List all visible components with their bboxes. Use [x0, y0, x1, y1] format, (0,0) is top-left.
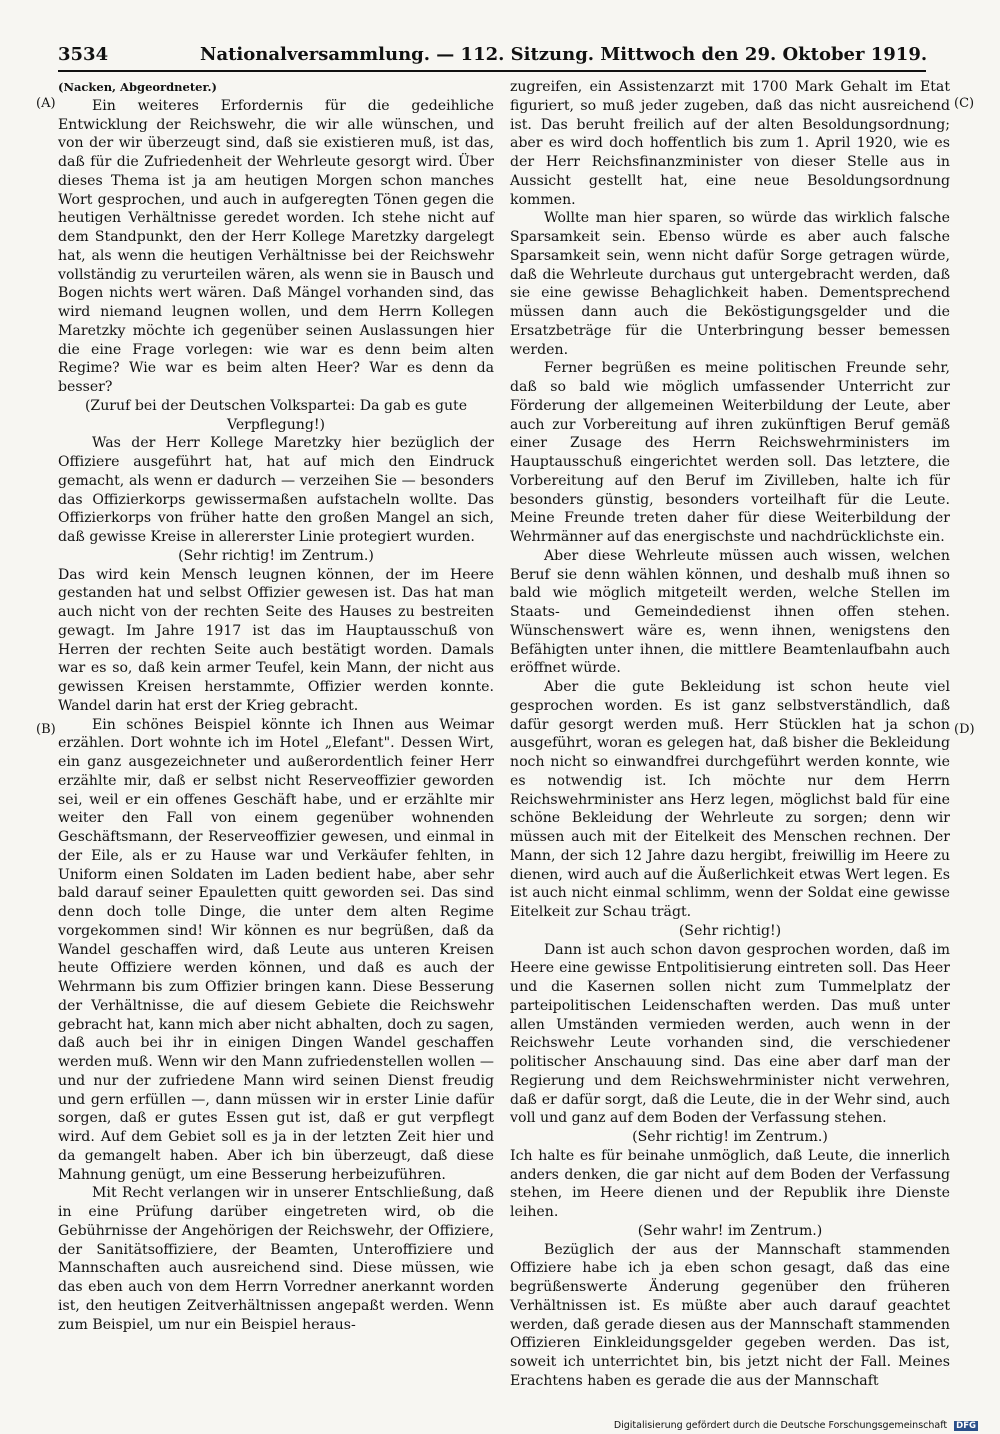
dfg-logo: DFG: [956, 1421, 976, 1431]
paragraph: Dann ist auch schon davon gesprochen worden, daß im Heere eine gewisse Entpolitisierung eintreten soll. Das Heer und die Kasernen sollen nicht zum Tummelplatz der parteipolitischen Leidenschaften werden. Das muß unter allen Umständen vermieden werden, auch wenn in der Reichswehr Leute vorhanden sind, die verschiedener politischer Anschauung sind. Das eine aber darf man der Regierung und dem Reichswehrminister nicht verwehren, daß er dafür sorgt, daß die Leute, die in der Wehr sind, auch voll und ganz auf dem Boden der Verfassung stehen.: [510, 941, 950, 1127]
right-column: [510, 78, 950, 1391]
page-number: 3534: [58, 44, 109, 65]
paragraph: Was der Herr Kollege Maretzky hier bezüglich der Offiziere ausgeführt hat, hat auf mich den Eindruck gemacht, als wenn er dadurch — verzeihen Sie — besonders das Offizierkorps gewissermaßen aufstacheln wollte. Das Offizierkorps von früher hatte den großen Mangel an sich, daß gewisse Kreise in allererster Linie protegiert wurden.: [58, 435, 494, 545]
interjection: (Zuruf bei der Deutschen Volkspartei: Da gab es gute Verpflegung!): [84, 397, 468, 433]
running-head: Nationalversammlung. — 112. Sitzung. Mittwoch den 29. Oktober 1919.: [200, 44, 928, 65]
paragraph: Wollte man hier sparen, so würde das wirklich falsche Sparsamkeit sein. Ebenso würde es aber auch falsche Sparsamkeit sein, wenn nicht dafür Sorge getragen würde, daß die Wehrleute durchaus gut untergebracht werden, daß sie eine gewisse Behaglichkeit haben. Dementsprechend müssen dann auch die Beköstigungsgelder und die Ersatzbeträge für die Unterbringung besser bemessen werden.: [510, 210, 950, 358]
paragraph: Mit Recht verlangen wir in unserer Entschließung, daß in eine Prüfung darüber eingetreten wird, ob die Gebührnisse der Angehörigen der Reichswehr, der Offiziere, der Sanitätsoffiziere, der Beamten, Unteroffiziere und Mannschaften auch ausreichend sind. Diese müssen, wie das eben auch von dem Herrn Vorredner anerkannt worden ist, den heutigen Zeitverhältnissen angepaßt werden. Wenn zum Beispiel, um nur ein Beispiel heraus-: [58, 1185, 494, 1333]
paragraph: Bezüglich der aus der Mannschaft stammenden Offiziere habe ich ja eben schon gesagt, daß das eine begrüßenswerte Änderung gegenüber den früheren Verhältnissen ist. Es müßte aber auch darauf geachtet werden, daß gerade diesen aus der Mannschaft stammenden Offizieren Einkleidungsgelder gegeben werden. Das ist, soweit ich unterrichtet bin, bis jetzt nicht der Fall. Meines Erachtens haben es gerade die aus der Mannschaft: [510, 1241, 950, 1389]
page-header: [58, 44, 926, 72]
margin-mark-a: (A): [36, 96, 56, 111]
paragraph: Aber die gute Bekleidung ist schon heute viel gesprochen worden. Es ist ganz selbstverständlich, daß dafür gesorgt werden muß. Herr Stücklen hat ja schon ausgeführt, woran es gelegen hat, daß bisher die Bekleidung noch nicht so einwandfrei durchgeführt werden konnte, wie es notwendig ist. Ich möchte nur dem Herrn Reichswehrminister ans Herz legen, möglichst bald für eine schöne Bekleidung der Wehrleute zu sorgen; denn wir müssen auch mit der Eitelkeit des Menschen rechnen. Der Mann, der sich 12 Jahre dazu hergibt, freiwillig im Heere zu dienen, wird auch auf die Äußerlichkeit etwas Wert legen. Es ist auch nicht einmal schlimm, wenn der Soldat eine gewisse Eitelkeit zur Schau trägt.: [510, 679, 950, 920]
interjection: (Sehr wahr! im Zentrum.): [637, 1222, 823, 1239]
speaker-label: (Nacken, Abgeordneter.): [58, 80, 217, 94]
interjection: (Sehr richtig!): [678, 922, 782, 939]
interjection: (Sehr richtig! im Zentrum.): [178, 547, 374, 564]
margin-mark-b: (B): [36, 722, 56, 737]
paragraph: Das wird kein Mensch leugnen können, der im Heere gestanden hat und selbst Offizier gewesen ist. Das hat man auch nicht von der rechten Seite des Hauses zu bestreiten gewagt. Im Jahre 1917 ist das im Hauptausschuß von Herren der rechten Seite auch bestätigt worden. Damals war es so, daß kein armer Teufel, kein Mann, der nicht aus gewissen Kreisen herstammte, Offizier werden konnte. Wandel darin hat erst der Krieg gebracht.: [58, 566, 494, 714]
footer-credit: Digitalisierung gefördert durch die Deutsche Forschungsgemeinschaft: [613, 1420, 948, 1431]
paragraph: Ferner begrüßen es meine politischen Freunde sehr, daß so bald wie möglich umfassender Unterricht zur Förderung der allgemeinen Weiterbildung der Leute, aber auch zur Vorbereitung auf ihren zukünftigen Beruf gemäß einer Zusage des Herrn Reichswehrministers im Hauptausschuß eingerichtet werden soll. Das letztere, die Vorbereitung auf den Beruf im Zivilleben, halte ich für besonders günstig, besonders vorteilhaft für die Leute. Meine Freunde treten daher für diese Weiterbildung der Wehrmänner auf das energischste und nachdrücklichste ein.: [510, 360, 950, 545]
interjection: (Sehr richtig! im Zentrum.): [632, 1129, 828, 1145]
paragraph: zugreifen, ein Assistenzarzt mit 1700 Mark Gehalt im Etat figuriert, so muß jeder zugeben, daß das nicht ausreichend ist. Das beruht freilich auf der alten Besoldungsordnung; aber es wird doch hoffentlich bis zum 1. April 1920, wie es der Herr Reichsfinanzminister von dieser Stelle aus in Aussicht gestellt hat, eine neue Besoldungsordnung kommen.: [510, 79, 950, 208]
paragraph: Ich halte es für beinahe unmöglich, daß Leute, die innerlich anders denken, die gar nicht auf dem Boden der Verfassung stehen, im Heere dienen und der Republik ihre Dienste leihen.: [510, 1147, 950, 1220]
paragraph: Ein weiteres Erfordernis für die gedeihliche Entwicklung der Reichswehr, die wir alle wünschen, und von der wir überzeugt sind, daß sie existieren muß, ist das, daß für die Zufriedenheit der Wehrleute gesorgt wird. Über dieses Thema ist ja am heutigen Morgen schon manches Wort gesprochen, und auch in aufgeregten Tönen gegen die heutigen Verhältnisse geredet worden. Ich stehe nicht auf dem Standpunkt, den der Herr Kollege Maretzky dargelegt hat, als wenn die heutigen Verhältnisse bei der Reichswehr vollständig zu verurteilen wären, als wenn sie in Bausch und Bogen nichts wert wären. Daß Mängel vorhanden sind, das wird niemand leugnen wollen, und dem Herrn Kollegen Maretzky möchte ich gegenüber seinen Auslassungen hier die eine Frage vorlegen: wie war es denn beim alten Regime? Wie war es beim alten Heer? War es denn da besser?: [58, 97, 494, 395]
margin-mark-d: (D): [954, 722, 975, 737]
left-column: [58, 78, 494, 1334]
paragraph: Ein schönes Beispiel könnte ich Ihnen aus Weimar erzählen. Dort wohnte ich im Hotel „Elefant". Dessen Wirt, ein ganz ausgezeichneter und außerordentlich feiner Herr erzählte mir, daß er selbst nicht Reserveoffizier geworden sei, weil er ein offenes Geschäft habe, und er erzählte mir weiter den Fall von einem gegenüber wohnenden Geschäftsmann, der Reserveoffizier gewesen, und einmal in der Eile, als er zu Hause war und Verkäufer fehlten, in Uniform einen Soldaten im Laden bedient habe, aber sehr bald darauf seiner Epauletten quitt geworden sei. Das sind denn doch tolle Dinge, die unter dem alten Regime vorgekommen sind! Wir können es nur begrüßen, daß da Wandel geschaffen wird, daß Leute aus unteren Kreisen heute Offiziere werden können, und daß es auch der Wehrmann bis zum Offizier bringen kann. Diese Besserung der Verhältnisse, die auf diesem Gebiete die Reichswehr gebracht hat, kann mich aber nicht abhalten, doch zu sagen, daß auch bei ihr in einigen Dingen Wandel geschaffen werden muß. Wenn wir den Mann zufriedenstellen wollen — und nur der zufriedene Mann wird seinen Dienst freudig und gern erfüllen —, dann müssen wir in erster Linie dafür sorgen, daß er gutes Essen gut ist, daß er gut verpflegt wird. Auf dem Gebiet soll es ja in der letzten Zeit hier und da gemangelt haben. Aber ich bin überzeugt, daß diese Mahnung genügt, um eine Besserung herbeizuführen.: [58, 716, 494, 1183]
footer: [614, 1420, 978, 1431]
margin-mark-c: (C): [954, 96, 975, 111]
paragraph: Aber diese Wehrleute müssen auch wissen, welchen Beruf sie denn wählen können, und deshalb muß ihnen so bald wie möglich mitgeteilt werden, welche Stellen im Staats- und Gemeindedienst ihnen offen stehen. Wünschenswert wäre es, wenn ihnen, wenigstens den Befähigten unter ihnen, die mittlere Beamtenlaufbahn auch eröffnet würde.: [510, 547, 950, 677]
